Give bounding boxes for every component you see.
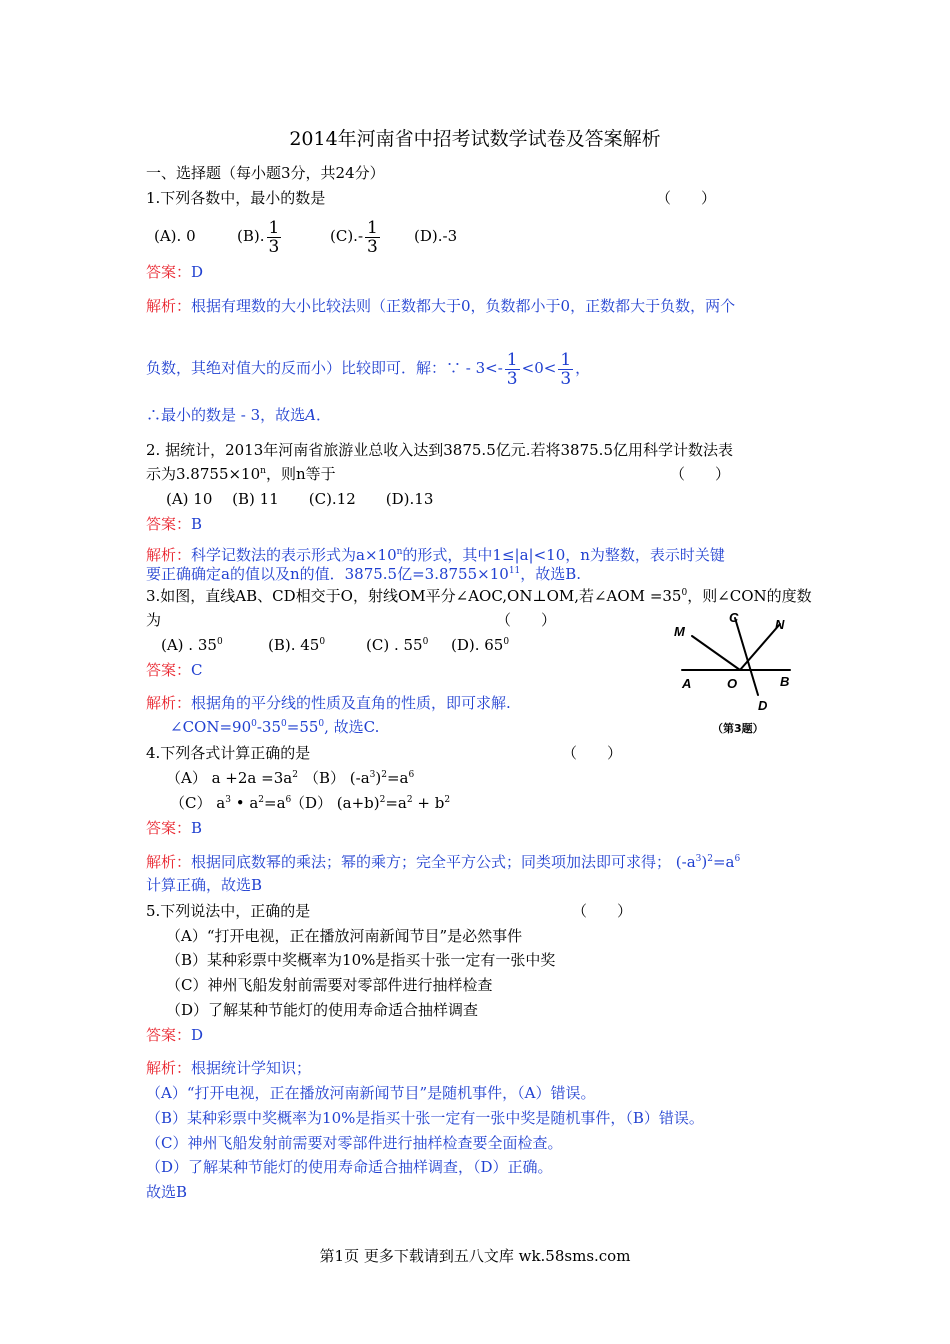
- label-d: D: [758, 698, 768, 713]
- q3-analysis-line2: [170, 717, 379, 737]
- option-text: (A) . 35: [161, 636, 217, 654]
- answer-label: 答案：: [146, 1026, 192, 1044]
- label-n: N: [775, 617, 785, 632]
- label-c: C: [729, 612, 739, 625]
- analysis-label: 解析：: [146, 694, 192, 712]
- fraction-denominator: 3: [367, 236, 378, 257]
- option-text: （C） a: [170, 794, 226, 812]
- option-text: =a: [385, 794, 407, 812]
- answer-label: 答案：: [146, 263, 192, 281]
- q2-line2: [146, 464, 336, 484]
- analysis-text: 根据统计学知识；: [191, 1059, 312, 1077]
- q1-option-b: [237, 212, 283, 260]
- option-text: • a: [230, 794, 259, 812]
- analysis-choice: A: [305, 406, 316, 424]
- superscript: 2: [707, 854, 713, 864]
- q5-option-a: （A）“打开电视，正在播放河南新闻节目”是必然事件: [166, 927, 523, 945]
- superscript: 0: [422, 637, 429, 647]
- q3-answer: [146, 660, 203, 680]
- answer-value: D: [191, 263, 204, 281]
- superscript: 2: [292, 770, 298, 780]
- q5-option-c: （C）神州飞船发射前需要对零部件进行抽样检查: [166, 976, 493, 994]
- superscript: 3: [695, 854, 702, 864]
- label-a: A: [682, 676, 692, 691]
- q4-option-d: [290, 793, 450, 813]
- analysis-text: 根据有理数的大小比较法则（正数都大于0，负数都小于0，正数都大于负数，两个: [191, 297, 736, 315]
- q5-answer-paren: （ ）: [572, 902, 633, 920]
- q2-answer-paren: （ ）: [670, 465, 731, 483]
- q1-option-a: (A). 0: [154, 227, 196, 245]
- q2-text: 示为3.8755×10: [146, 465, 261, 483]
- analysis-text: -35: [256, 718, 282, 736]
- q3-text: 3.如图，直线AB、CD相交于O，射线OM平分∠AOC,ON⊥OM,若∠AOM =35: [146, 587, 682, 605]
- q3-option-d: [451, 635, 509, 655]
- superscript: 2: [406, 795, 413, 805]
- superscript: n: [260, 466, 266, 476]
- q1-option-b-label: (B).: [237, 227, 265, 245]
- q1-option-d: (D).-3: [414, 227, 458, 245]
- line-cd: [735, 618, 758, 695]
- fraction-numerator: 1: [506, 349, 518, 370]
- option-text: =a: [386, 769, 409, 787]
- q2-options: (A) 10 (B) 11 (C).12 (D).13: [166, 490, 434, 508]
- superscript: 0: [319, 637, 326, 647]
- q5-analysis-b: （B）某种彩票中奖概率为10%是指买十张一定有一张中奖是随机事件，（B）错误。: [146, 1109, 704, 1127]
- q3-figure: [672, 612, 812, 740]
- option-text: (D). 65: [451, 636, 504, 654]
- answer-value: B: [191, 515, 203, 533]
- q3-line2: 为: [146, 611, 162, 629]
- q1-analysis-line1: [146, 296, 735, 316]
- q1-option-c: [330, 212, 382, 260]
- q5-analysis-line1: [146, 1058, 311, 1078]
- superscript: 2: [381, 770, 387, 780]
- analysis-text: ∠CON=90: [170, 718, 252, 736]
- q2-line1: 2. 据统计，2013年河南省旅游业总收入达到3875.5亿元.若将3875.5亿用科学计数法表: [146, 441, 733, 459]
- section-heading: 一、选择题（每小题3分，共24分）: [146, 164, 385, 182]
- q4-answer: [146, 818, 202, 838]
- superscript: 3: [369, 770, 376, 780]
- superscript: 2: [258, 795, 264, 805]
- q3-option-b: [268, 635, 325, 655]
- fraction: [365, 219, 380, 256]
- q1-answer: [146, 262, 203, 282]
- q1-option-c-label: (C).-: [330, 227, 364, 245]
- fraction-numerator: 1: [268, 217, 280, 238]
- q4-stem: 4.下列各式计算正确的是: [146, 744, 311, 762]
- q1-analysis-line2: [146, 343, 590, 393]
- q1-answer-paren: （ ）: [656, 189, 717, 207]
- fraction-denominator: 3: [506, 368, 518, 389]
- answer-value: D: [191, 1026, 204, 1044]
- option-text: (B). 45: [268, 636, 320, 654]
- q5-answer: [146, 1025, 203, 1045]
- superscript: 0: [681, 588, 688, 598]
- fraction: [267, 219, 282, 256]
- q1-analysis-line3: [146, 405, 331, 425]
- q5-analysis-end: 故选B: [146, 1183, 188, 1201]
- analysis-text: =a: [712, 853, 735, 871]
- analysis-text: 科学记数法的表示形式为a×10: [191, 546, 397, 564]
- answer-value: B: [191, 819, 203, 837]
- answer-label: 答案：: [146, 661, 192, 679]
- ray-om: [692, 636, 740, 670]
- superscript: 2: [444, 795, 451, 805]
- fraction-denominator: 3: [560, 368, 572, 389]
- q3-option-a: [161, 635, 223, 655]
- analysis-text: ): [701, 853, 708, 871]
- analysis-text: =55: [286, 718, 319, 736]
- q3-analysis-line1: [146, 693, 511, 713]
- superscript: 0: [281, 719, 287, 729]
- superscript: 0: [251, 719, 257, 729]
- q3-option-c: [366, 635, 428, 655]
- analysis-text: 根据角的平分线的性质及直角的性质，即可求解.: [191, 694, 511, 712]
- q4-analysis-line2: 计算正确，故选B: [146, 876, 263, 894]
- option-text: （D） (a+b): [290, 794, 380, 812]
- analysis-text: ，: [575, 359, 591, 377]
- label-m: M: [674, 624, 685, 639]
- analysis-text: ．: [316, 406, 332, 424]
- superscript: 6: [408, 770, 415, 780]
- q1-stem: 1.下列各数中，最小的数是: [146, 189, 326, 207]
- q5-option-d: （D）了解某种节能灯的使用寿命适合抽样调查: [166, 1001, 479, 1019]
- analysis-text: 根据同底数幂的乘法；幂的乘方；完全平方公式；同类项加法即可求得； (-a: [191, 853, 696, 871]
- analysis-text: 的形式，其中1≤|a|<10，n为整数，表示时关键: [402, 546, 725, 564]
- page-title: 2014年河南省中招考试数学试卷及答案解析: [289, 128, 661, 150]
- label-o: O: [727, 676, 738, 691]
- superscript: 3: [225, 795, 231, 805]
- page-footer: 第1页 更多下载请到五八文库 wk.58sms.com: [319, 1247, 631, 1265]
- analysis-text: , 故选C.: [324, 718, 380, 736]
- q4-option-c: [170, 793, 291, 813]
- analysis-text: 负数，其绝对值大的反而小）比较即可．解：∵ - 3<-: [146, 359, 503, 377]
- q4-option-a: [166, 768, 298, 788]
- fraction-numerator: 1: [367, 217, 378, 238]
- option-text: （B） (-a: [304, 769, 370, 787]
- option-text: （A） a +2a =3a: [166, 769, 293, 787]
- q5-analysis-a: （A）“打开电视，正在播放河南新闻节目”是随机事件，（A）错误。: [146, 1084, 596, 1102]
- analysis-text: ，故选B.: [520, 565, 582, 583]
- analysis-label: 解析：: [146, 853, 192, 871]
- option-text: + b: [412, 794, 445, 812]
- q4-answer-paren: （ ）: [562, 744, 623, 762]
- q3-answer-paren: （ ）: [496, 611, 557, 629]
- ray-on: [740, 624, 780, 670]
- option-text: =a: [264, 794, 286, 812]
- superscript: 0: [216, 637, 223, 647]
- q5-option-b: （B）某种彩票中奖概率为10%是指买十张一定有一张中奖: [166, 951, 556, 969]
- fraction-numerator: 1: [560, 349, 572, 370]
- figure-caption: （第3题）: [712, 722, 764, 735]
- label-b: B: [780, 674, 790, 689]
- q4-option-b: [304, 768, 414, 788]
- analysis-text: ∴最小的数是 - 3，故选: [146, 406, 306, 424]
- fraction: [558, 351, 573, 388]
- superscript: 0: [318, 719, 325, 729]
- q5-stem: 5.下列说法中，正确的是: [146, 902, 311, 920]
- q2-text: ，则n等于: [265, 465, 336, 483]
- q2-analysis-line2: [146, 564, 581, 584]
- q3-line1: [146, 586, 812, 606]
- q2-answer: [146, 514, 202, 534]
- answer-value: C: [191, 661, 203, 679]
- superscript: 11: [508, 566, 521, 576]
- superscript: 6: [285, 795, 292, 805]
- option-text: ): [375, 769, 382, 787]
- q4-analysis-line1: [146, 852, 740, 872]
- analysis-label: 解析：: [146, 1059, 192, 1077]
- analysis-label: 解析：: [146, 546, 192, 564]
- q5-analysis-d: （D）了解某种节能灯的使用寿命适合抽样调查，（D）正确。: [146, 1158, 553, 1176]
- q3-text: ，则∠CON的度数: [687, 587, 812, 605]
- superscript: n: [396, 547, 403, 557]
- analysis-text: <0<: [521, 359, 557, 377]
- fraction-denominator: 3: [268, 236, 280, 257]
- analysis-label: 解析：: [146, 297, 192, 315]
- option-text: (C) . 55: [366, 636, 423, 654]
- fraction: [505, 351, 520, 388]
- q2-analysis-line1: [146, 545, 725, 565]
- superscript: 0: [503, 637, 510, 647]
- superscript: 2: [379, 795, 386, 805]
- answer-label: 答案：: [146, 819, 192, 837]
- answer-label: 答案：: [146, 515, 192, 533]
- q5-analysis-c: （C）神州飞船发射前需要对零部件进行抽样检查要全面检查。: [146, 1134, 563, 1152]
- analysis-text: 要正确确定a的值以及n的值．3875.5亿=3.8755×10: [146, 565, 509, 583]
- superscript: 6: [734, 854, 741, 864]
